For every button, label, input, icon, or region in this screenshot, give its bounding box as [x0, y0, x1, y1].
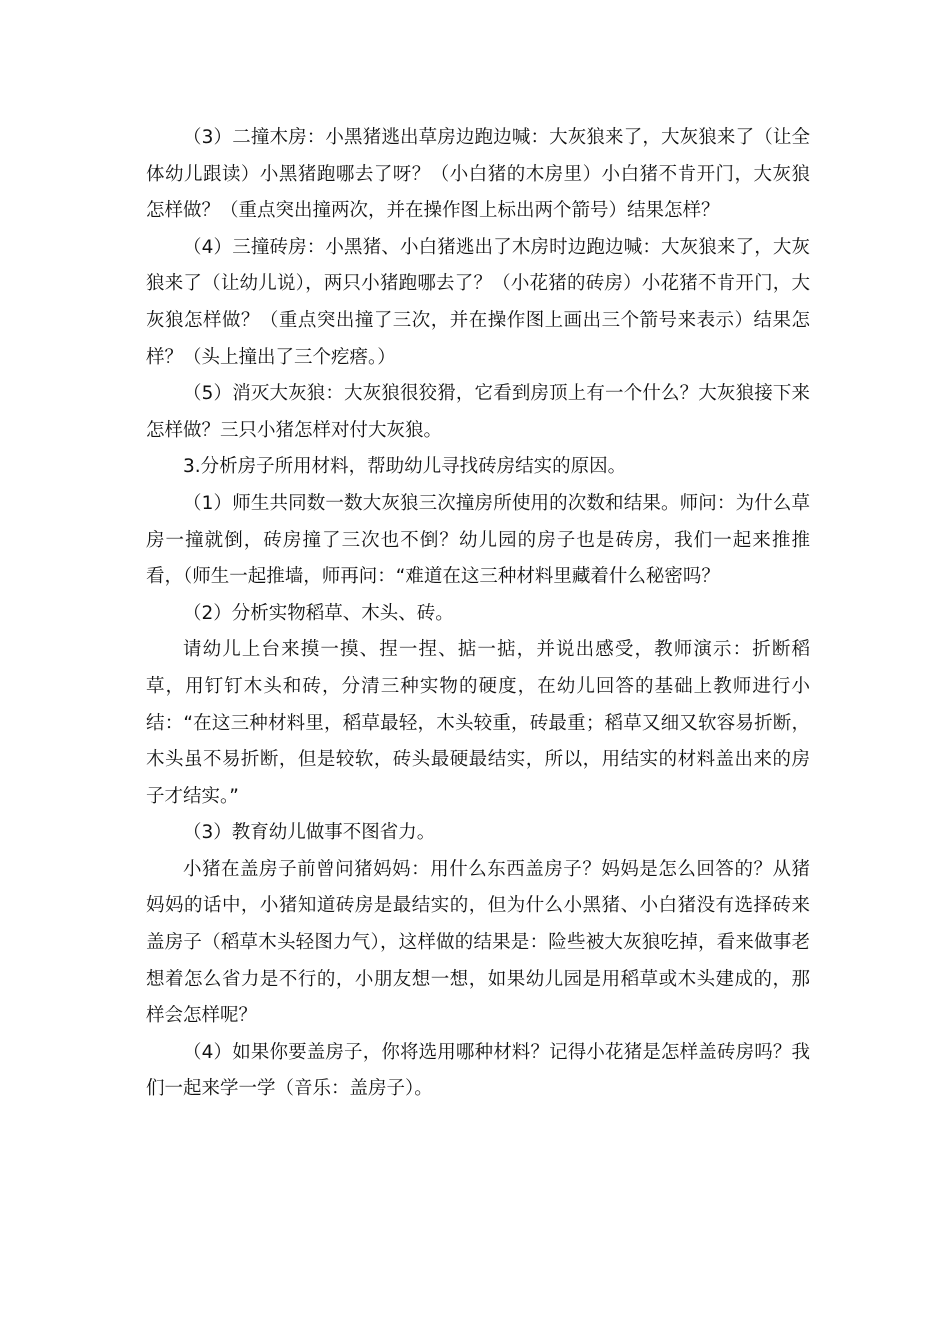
paragraph-materials-3: （3）教育幼儿做事不图省力。 [183, 822, 436, 844]
paragraph-materials-4: （4）如果你要盖房子，你将选用哪种材料？记得小花猪是怎样盖砖房吗？我们一起来学一学（音乐：盖房子）。 [146, 1041, 810, 1100]
paragraph-lesson-effort: 小猪在盖房子前曾问猪妈妈：用什么东西盖房子？妈妈是怎么回答的？从猪妈妈的话中，小猪知道砖房是最结实的，但为什么小黑猪、小白猪没有选择砖来盖房子（稻草木头轻图力气），这样做的结果是：险些被大灰狼吃掉，看来做事老想着怎么省力是不行的，小朋友想一想，如果幼儿园是用稻草或木头建成的，那样会怎样呢？ [146, 858, 810, 1027]
section-heading-materials: 3.分析房子所用材料，帮助幼儿寻找砖房结实的原因。 [183, 456, 627, 478]
paragraph-materials-2: （2）分析实物稻草、木头、砖。 [183, 602, 454, 624]
paragraph-step-5-defeat-wolf: （5）消灭大灰狼：大灰狼很狡猾，它看到房顶上有一个什么？大灰狼接下来怎样做？三只小猪怎样对付大灰狼。 [146, 383, 810, 441]
paragraph-materials-1: （1）师生共同数一数大灰狼三次撞房所使用的次数和结果。师问：为什么草房一撞就倒，砖房撞了三次也不倒？幼儿园的房子也是砖房，我们一起来推推看，（师生一起推墙，师再问：“难道在这三种材料里藏着什么秘密吗？ [146, 492, 810, 588]
paragraph-step-3-wood-house: （3）二撞木房：小黑猪逃出草房边跑边喊：大灰狼来了，大灰狼来了（让全体幼儿跟读）小黑猪跑哪去了呀？（小白猪的木房里）小白猪不肯开门，大灰狼怎样做？（重点突出撞两次，并在操作图上标出两个箭号）结果怎样？ [146, 127, 810, 222]
document-page [146, 120, 810, 1108]
paragraph-step-4-brick-house: （4）三撞砖房：小黑猪、小白猪逃出了木房时边跑边喊：大灰狼来了，大灰狼来了（让幼儿说），两只小猪跑哪去了？（小花猪的砖房）小花猪不肯开门，大灰狼怎样做？（重点突出撞了三次，并在操作图上画出三个箭号来表示）结果怎样？（头上撞出了三个疙瘩。） [146, 236, 810, 368]
paragraph-materials-demo: 请幼儿上台来摸一摸、捏一捏、掂一掂，并说出感受，教师演示：折断稻草，用钉钉木头和砖，分清三种实物的硬度，在幼儿回答的基础上教师进行小结：“在这三种材料里，稻草最轻，木头较重，砖最重；稻草又细又软容易折断，木头虽不易折断，但是较软，砖头最硬最结实，所以，用结实的材料盖出来的房子才结实。” [146, 639, 810, 807]
